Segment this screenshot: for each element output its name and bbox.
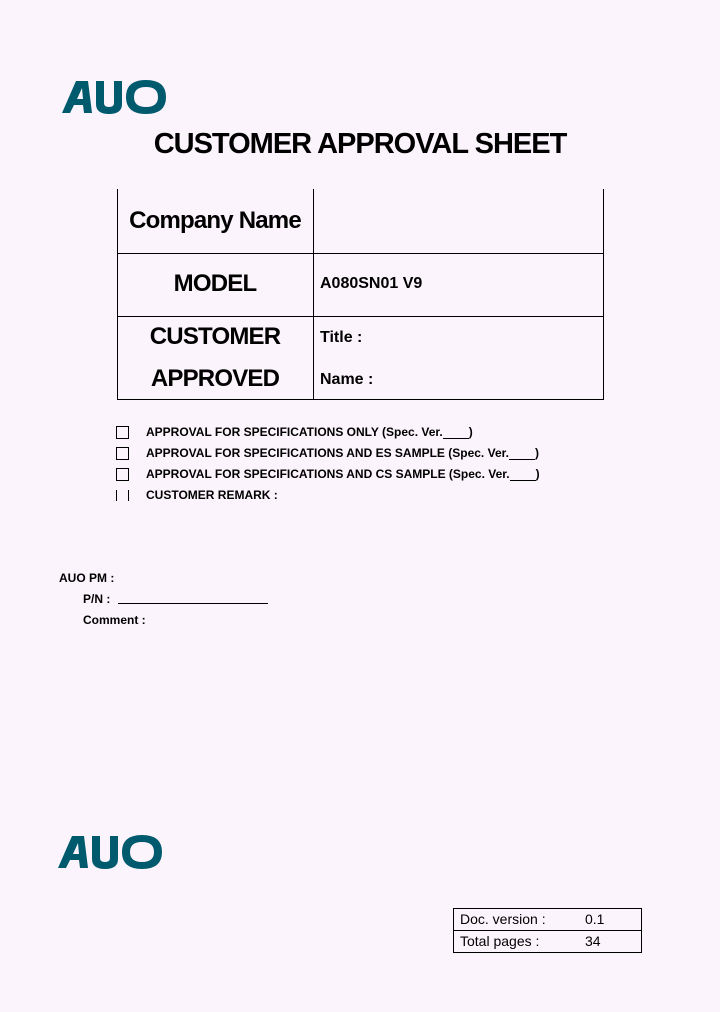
- pn-input-line[interactable]: [118, 603, 268, 604]
- table-border-bottom: [117, 399, 604, 400]
- option-customer-remark: [116, 487, 278, 503]
- table-rule-2: [117, 316, 604, 317]
- doc-info-box: [453, 908, 642, 953]
- doc-version-row: [454, 909, 641, 930]
- approval-table: [117, 189, 604, 400]
- option-specs-es-sample: [116, 445, 539, 461]
- auo-logo-mark: [62, 77, 170, 117]
- total-pages-row: [454, 931, 641, 952]
- model-label: MODEL: [173, 270, 257, 297]
- approved-label: APPROVED: [150, 365, 280, 392]
- option-close: ): [534, 446, 539, 460]
- table-rule-1: [117, 253, 604, 254]
- doc-version-value: 0.1: [585, 911, 605, 927]
- option-specs-only: [116, 424, 473, 440]
- customer-label: CUSTOMER: [149, 323, 281, 350]
- total-pages-label: Total pages :: [460, 933, 540, 949]
- company-name-label: Company Name: [129, 207, 301, 234]
- option-close: ): [535, 467, 540, 481]
- option-label: APPROVAL FOR SPECIFICATIONS AND ES SAMPLE (Spec. Ver.: [146, 446, 509, 460]
- total-pages-value: 34: [585, 933, 601, 949]
- option-checkbox[interactable]: [116, 447, 129, 460]
- table-divider: [313, 189, 314, 400]
- auo-logo-mark: [58, 832, 166, 872]
- auo-logo-top: [62, 77, 170, 117]
- title-field: Title :: [320, 329, 363, 346]
- auo-logo-bottom: [58, 832, 166, 872]
- pn-label: P/N :: [83, 592, 111, 606]
- auo-pm-label: AUO PM :: [59, 571, 115, 585]
- spec-version-blank: [509, 447, 535, 460]
- spec-version-blank: [510, 468, 536, 481]
- comment-label: Comment :: [83, 613, 146, 627]
- doc-version-label: Doc. version :: [460, 911, 546, 927]
- option-close: ): [468, 425, 473, 439]
- option-checkbox[interactable]: [116, 426, 129, 439]
- option-label: APPROVAL FOR SPECIFICATIONS ONLY (Spec. Ver.: [146, 425, 443, 439]
- option-checkbox[interactable]: [116, 468, 129, 481]
- table-border-right: [603, 189, 604, 400]
- option-label: APPROVAL FOR SPECIFICATIONS AND CS SAMPLE (Spec. Ver.: [146, 467, 510, 481]
- option-specs-cs-sample: [116, 466, 540, 482]
- page-title: CUSTOMER APPROVAL SHEET: [153, 128, 567, 160]
- name-field: Name :: [320, 371, 374, 388]
- model-value: A080SN01 V9: [320, 275, 423, 292]
- spec-version-blank: [443, 426, 469, 439]
- option-label: CUSTOMER REMARK :: [146, 488, 278, 502]
- option-checkbox[interactable]: [116, 490, 129, 501]
